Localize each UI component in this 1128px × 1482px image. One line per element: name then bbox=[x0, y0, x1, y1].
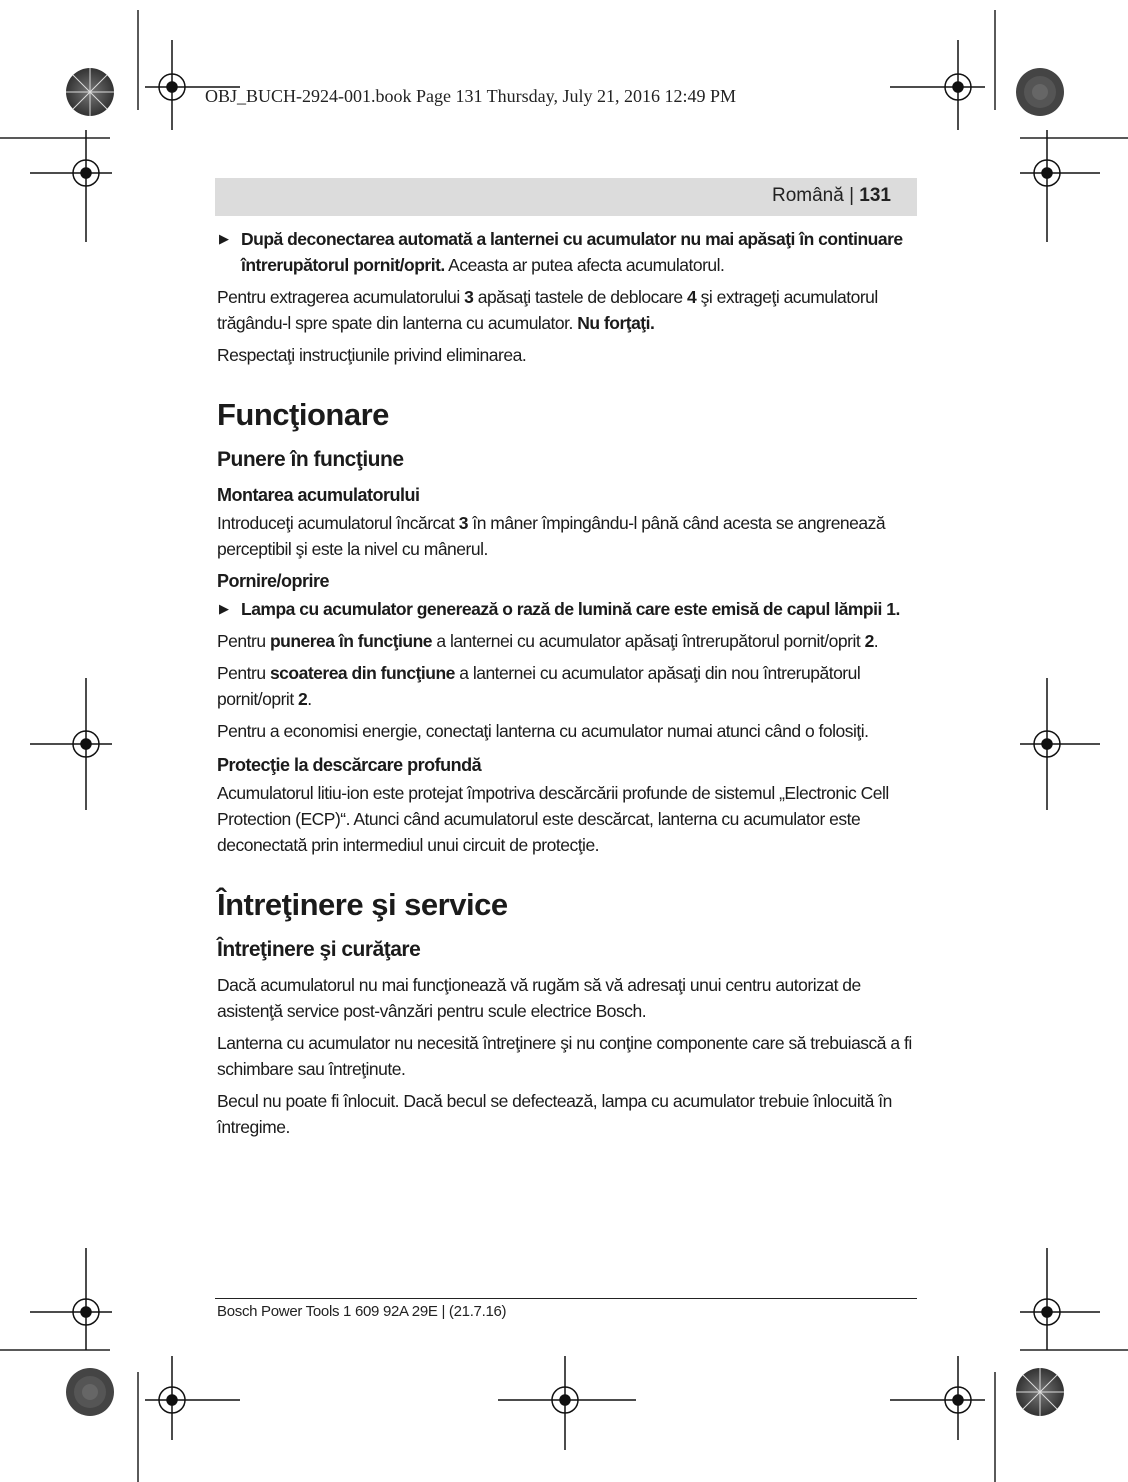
text: apăsaţi tastele de deblocare bbox=[473, 287, 687, 307]
heading-pornire: Pornire/oprire bbox=[217, 571, 330, 591]
header-text bbox=[772, 185, 891, 207]
paragraph-disposal: Respectaţi instrucţiunile privind eliminarea. bbox=[217, 345, 527, 365]
subsection-title-punere: Punere în funcţiune bbox=[217, 448, 404, 471]
text: în mâner împingându-l până când acesta se angrenează perceptibil şi este la nivel cu mânerul. bbox=[217, 513, 886, 559]
warning-bullet-light-beam bbox=[217, 596, 917, 622]
gray-wheel-top-right bbox=[1016, 68, 1064, 116]
page-content bbox=[217, 226, 917, 1146]
paragraph-service: Dacă acumulatorul nu mai funcţionează vă rugăm să vă adresaţi unui centru autorizat de asistenţă service post-vânzări pentru scule electrice Bosch. bbox=[217, 975, 861, 1021]
registration-mark-left-upper bbox=[30, 130, 112, 242]
text: a lanternei cu acumulator apăsaţi întrerupătorul pornit/oprit bbox=[432, 631, 865, 651]
paragraph-maintenance: Lanterna cu acumulator nu necesită întreţinere şi nu conţine componente care să trebuiască a fi schimbare sau întreţinute. bbox=[217, 1033, 912, 1079]
print-slug: OBJ_BUCH-2924-001.book Page 131 Thursday, July 21, 2016 12:49 PM bbox=[205, 86, 737, 106]
registration-mark-right-upper bbox=[1020, 130, 1100, 242]
gray-wheel-top-left bbox=[66, 68, 114, 116]
text: Pentru extragerea acumulatorului bbox=[217, 287, 465, 307]
bullet-triangle-icon: ▶ bbox=[219, 601, 229, 616]
text: . bbox=[873, 631, 879, 651]
text: a lanternei cu acumulator apăsaţi din nou întrerupătorul pornit/oprit bbox=[217, 663, 861, 709]
paragraph-switch-off bbox=[217, 660, 917, 712]
header-separator: | bbox=[849, 185, 855, 206]
registration-mark-right-lower bbox=[1020, 1248, 1100, 1350]
paragraph-bulb: Becul nu poate fi înlocuit. Dacă becul se defectează, lampa cu acumulator trebuie înlocuită în întregime. bbox=[217, 1091, 892, 1137]
registration-mark-bottom-left bbox=[145, 1356, 240, 1440]
paragraph-switch-on bbox=[217, 628, 917, 654]
paragraph-economy: Pentru a economisi energie, conectaţi lanterna cu acumulator numai atunci când o folosiţi. bbox=[217, 721, 869, 741]
page-number: 131 bbox=[859, 185, 891, 206]
registration-mark-top-left bbox=[145, 40, 240, 130]
text: Introduceţi acumulatorul încărcat bbox=[217, 513, 459, 533]
text: Pentru bbox=[217, 631, 270, 651]
gray-wheel-bottom-right bbox=[1016, 1368, 1064, 1416]
running-header bbox=[215, 178, 917, 216]
registration-mark-left-lower bbox=[30, 1248, 112, 1350]
bullet-text: Aceasta ar putea afecta acumulatorul. bbox=[444, 255, 725, 275]
header-language: Română bbox=[771, 185, 844, 206]
heading-montarea: Montarea acumulatorului bbox=[217, 485, 420, 505]
bullet-triangle-icon: ▶ bbox=[219, 231, 229, 246]
paragraph-battery-removal bbox=[217, 284, 917, 336]
heading-protectie: Protecţie la descărcare profundă bbox=[217, 755, 482, 775]
paragraph-montarea bbox=[217, 510, 917, 562]
registration-mark-left-middle bbox=[30, 678, 112, 810]
footer-text: Bosch Power Tools 1 609 92A 29E | (21.7.16) bbox=[217, 1303, 507, 1320]
registration-mark-bottom-center bbox=[498, 1356, 636, 1450]
text: şi extrageţi acumulatorul trăgându-l spre spate din lanterna cu acumulator. bbox=[217, 287, 878, 333]
bold-text: Nu forţaţi. bbox=[577, 313, 655, 333]
section-title-functionare: Funcţionare bbox=[217, 397, 389, 432]
registration-mark-top-right bbox=[890, 40, 985, 130]
subsection-title-curatare: Întreţinere şi curăţare bbox=[217, 938, 421, 961]
bold-text: scoaterea din funcţiune bbox=[269, 663, 455, 683]
section-title-intretinere: Întreţinere şi service bbox=[217, 887, 508, 922]
footer-rule bbox=[215, 1298, 917, 1299]
warning-bullet-auto-off bbox=[217, 226, 917, 278]
gray-wheel-bottom-left bbox=[66, 1368, 114, 1416]
ref-number: 2 bbox=[864, 631, 874, 651]
bold-text: punerea în funcţiune bbox=[269, 631, 433, 651]
registration-mark-right-middle bbox=[1020, 678, 1100, 810]
ref-number: 2 bbox=[298, 689, 308, 709]
ref-number: 4 bbox=[687, 287, 697, 307]
registration-mark-bottom-right bbox=[890, 1356, 985, 1440]
text: Pentru bbox=[217, 663, 270, 683]
ref-number: 3 bbox=[458, 513, 468, 533]
text: . bbox=[307, 689, 312, 709]
bullet-bold-text: După deconectarea automată a lanternei cu acumulator nu mai apăsaţi în continuare întrerupătorul pornit/oprit. bbox=[241, 229, 903, 275]
bullet-bold-text: Lampa cu acumulator generează o rază de lumină care este emisă de capul lămpii 1. bbox=[241, 599, 900, 619]
paragraph-protectie: Acumulatorul litiu-ion este protejat împotriva descărcării profunde de sistemul „Electronic Cell Protection (ECP)“. Atunci când acumulatorul este descărcat, lanterna cu acumulator este deconectată prin intermediul unui circuit de protecţie. bbox=[217, 783, 889, 855]
ref-number: 3 bbox=[464, 287, 474, 307]
